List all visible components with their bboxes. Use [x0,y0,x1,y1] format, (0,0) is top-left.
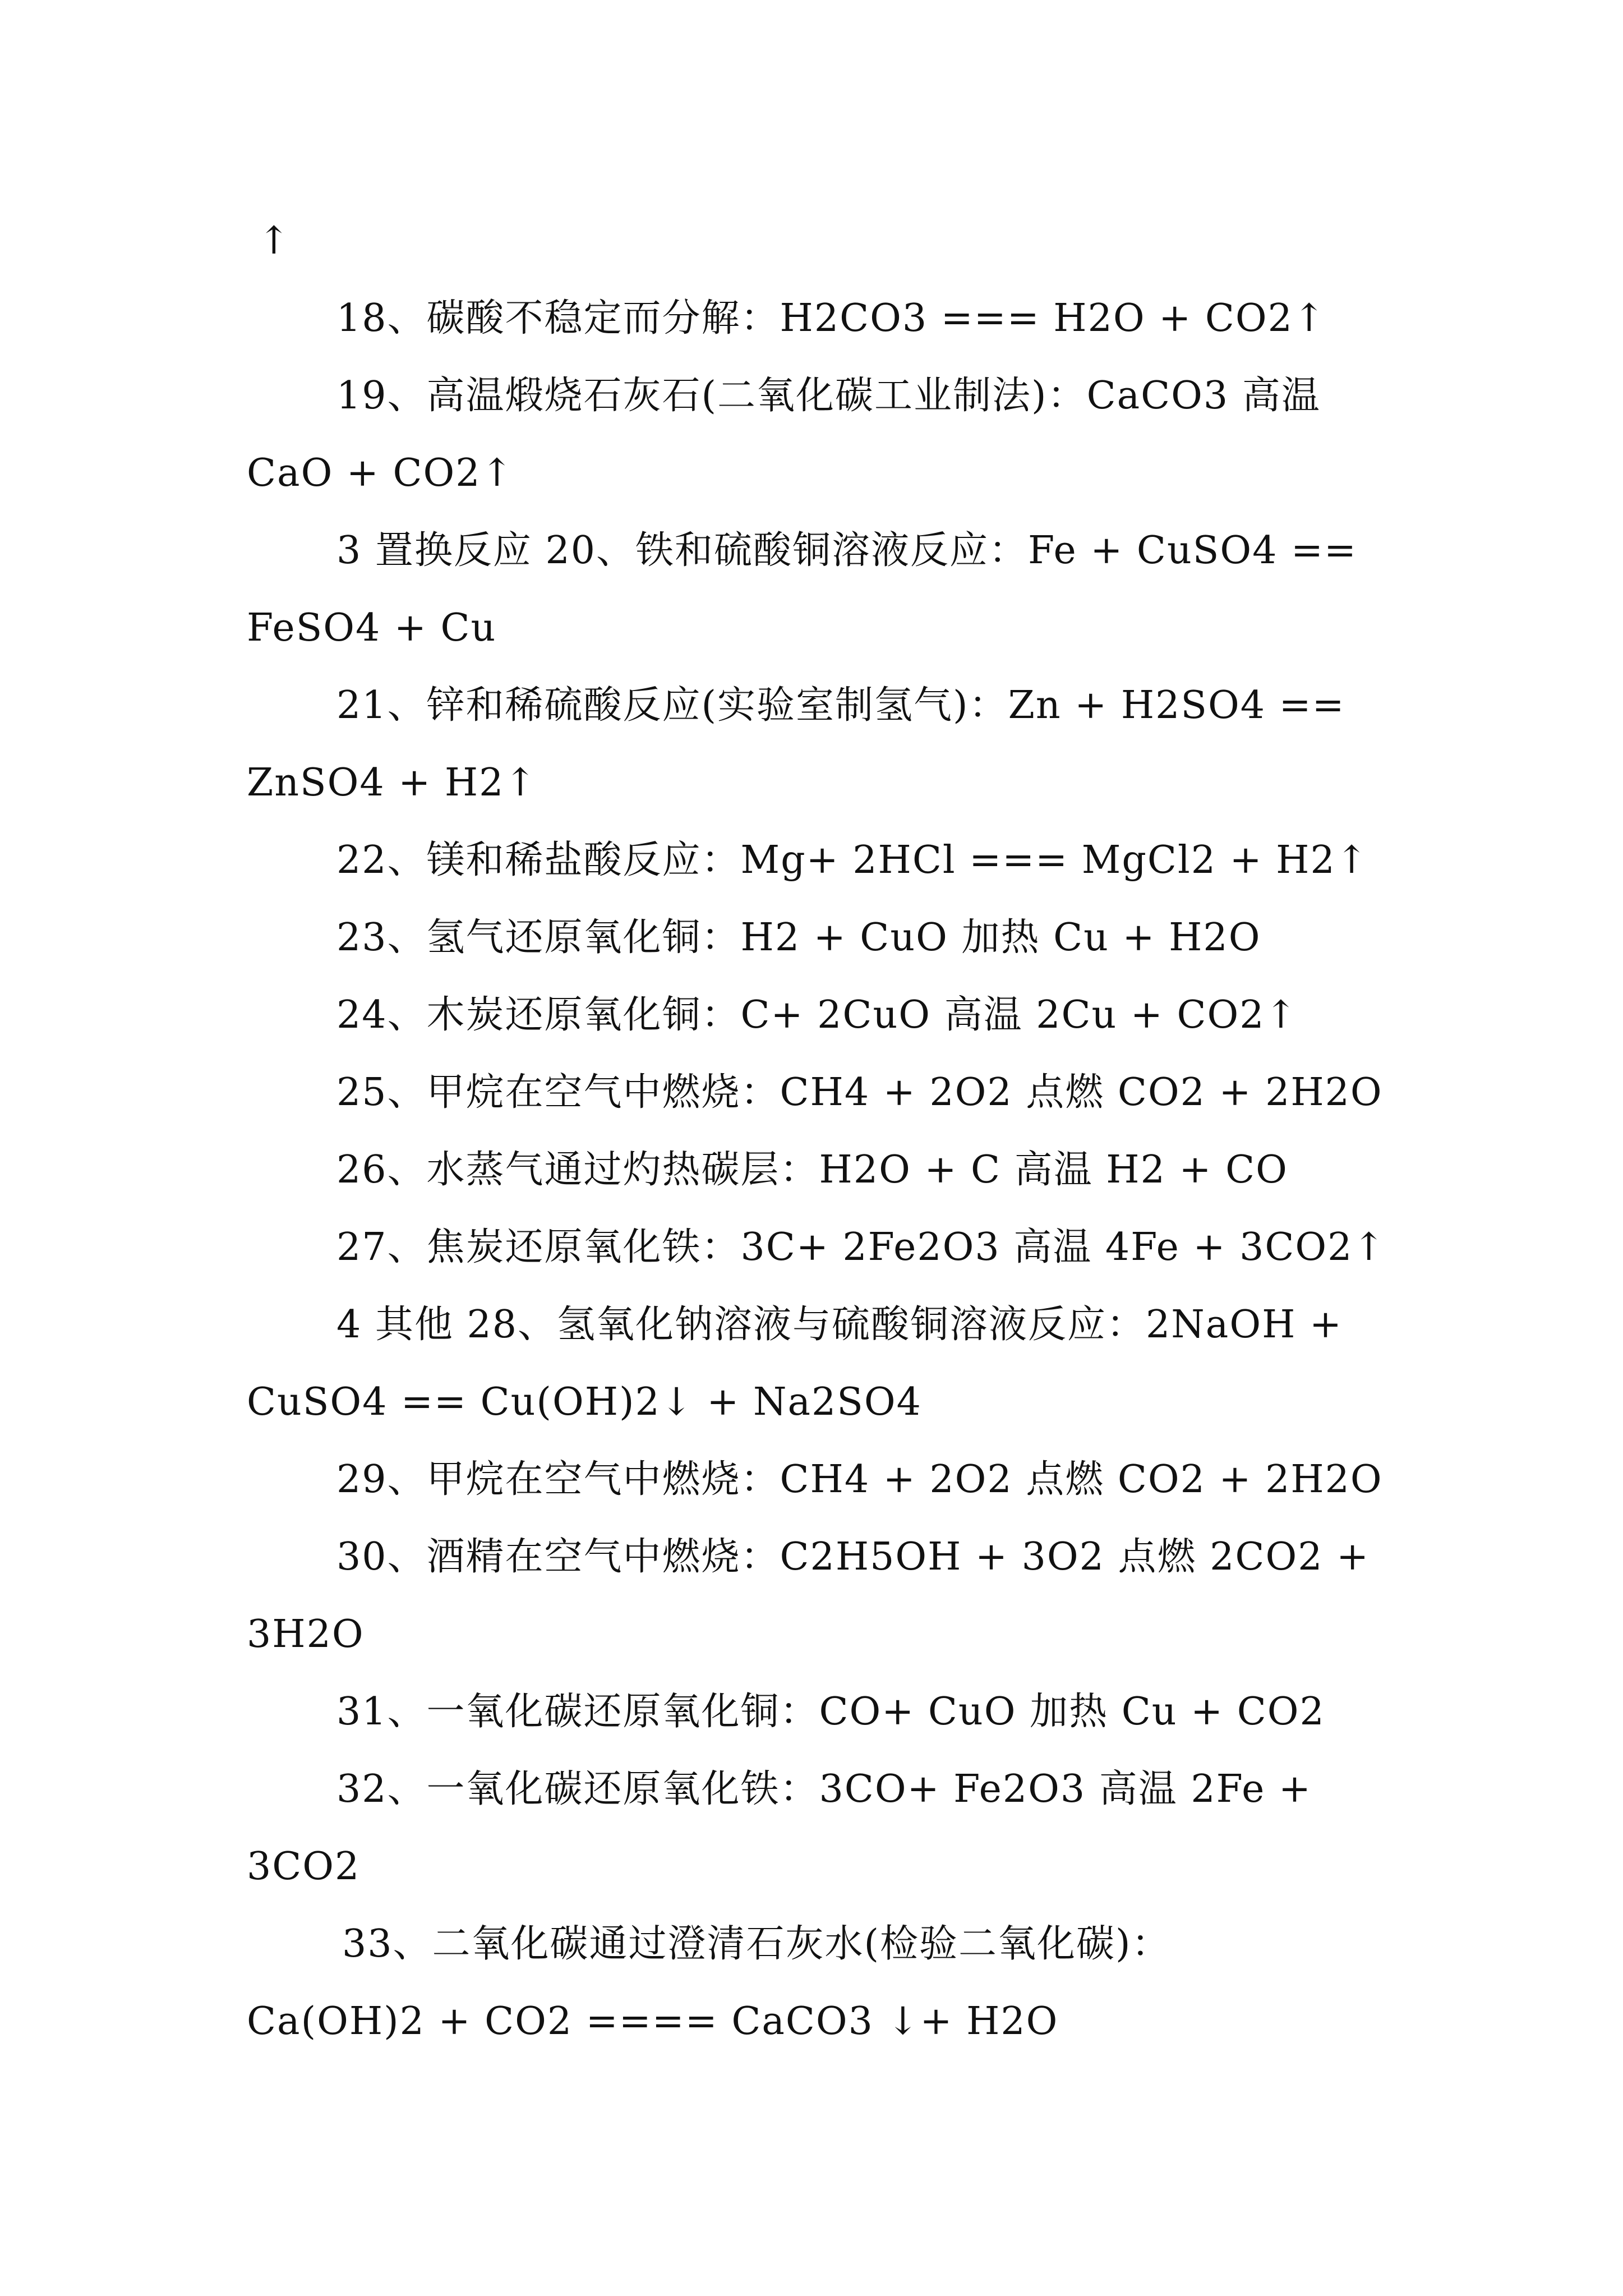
text-line: 25、甲烷在空气中燃烧：CH4 + 2O2 点燃 CO2 + 2H2O [336,1070,1383,1115]
text-line: ↑ [258,219,291,263]
text-line: 22、镁和稀盐酸反应：Mg+ 2HCl === MgCl2 + H2↑ [336,838,1369,882]
text-line: 3H2O [247,1612,365,1657]
text-line: 29、甲烷在空气中燃烧：CH4 + 2O2 点燃 CO2 + 2H2O [336,1457,1383,1502]
text-line: 19、高温煅烧石灰石(二氧化碳工业制法)：CaCO3 高温 [336,374,1321,418]
text-line: 26、水蒸气通过灼热碳层：H2O + C 高温 H2 + CO [336,1148,1288,1192]
text-line: Ca(OH)2 + CO2 ==== CaCO3 ↓+ H2O [247,1999,1059,2044]
text-line: 18、碳酸不稳定而分解：H2CO3 === H2O + CO2↑ [336,296,1326,341]
text-line: CuSO4 == Cu(OH)2↓ + Na2SO4 [247,1380,922,1424]
text-line: 23、氢气还原氧化铜：H2 + CuO 加热 Cu + H2O [336,915,1261,960]
text-line: CaO + CO2↑ [247,451,514,495]
text-line: 24、木炭还原氧化铜：C+ 2CuO 高温 2Cu + CO2↑ [336,993,1298,1037]
text-line: 32、一氧化碳还原氧化铁：3CO+ Fe2O3 高温 2Fe + [336,1767,1312,1811]
text-line: FeSO4 + Cu [247,606,497,650]
text-line: 21、锌和稀硫酸反应(实验室制氢气)：Zn + H2SO4 == [336,683,1345,728]
text-line: 4 其他 28、氢氧化钠溶液与硫酸铜溶液反应：2NaOH + [336,1303,1343,1347]
text-line: ZnSO4 + H2↑ [247,761,538,805]
text-line: 30、酒精在空气中燃烧：C2H5OH + 3O2 点燃 2CO2 + [336,1535,1370,1579]
text-line: 3 置换反应 20、铁和硫酸铜溶液反应：Fe + CuSO4 == [336,528,1357,573]
text-line: 33、二氧化碳通过澄清石灰水(检验二氧化碳)： [342,1922,1171,1966]
text-line: 27、焦炭还原氧化铁：3C+ 2Fe2O3 高温 4Fe + 3CO2↑ [336,1225,1386,1269]
text-line: 3CO2 [247,1844,361,1889]
text-line: 31、一氧化碳还原氧化铜：CO+ CuO 加热 Cu + CO2 [336,1690,1325,1734]
